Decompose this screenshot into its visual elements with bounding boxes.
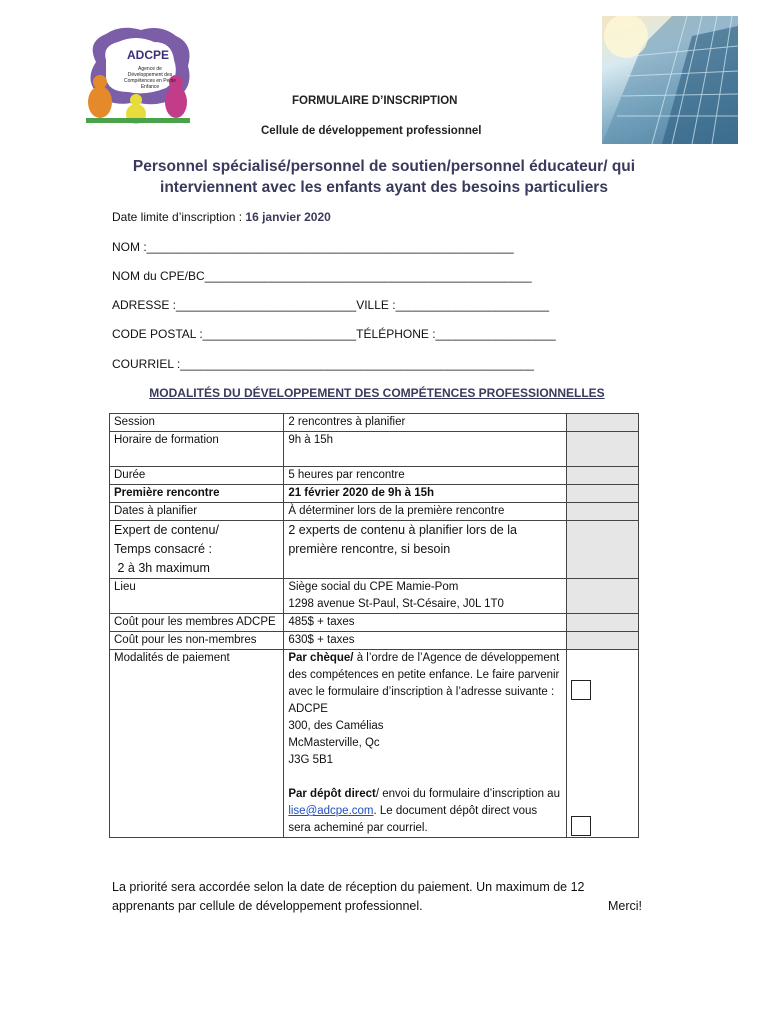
form-title: FORMULAIRE D’INSCRIPTION: [292, 95, 458, 107]
cout-membres-value: 485$ + taxes: [284, 614, 567, 632]
deadline-label: Date limite d’inscription :: [112, 210, 246, 224]
table-row: [110, 432, 639, 467]
modalites-heading: MODALITÉS DU DÉVELOPPEMENT DES COMPÉTENCES PROFESSIONNELLES: [149, 386, 605, 400]
paiement-value: [284, 650, 567, 838]
footer-text: La priorité sera accordée selon la date de réception du paiement. Un maximum de 12 apprenants par cellule de développement professionnel.: [112, 880, 585, 913]
unit-name: Cellule de développement professionnel: [261, 125, 482, 137]
cout-non-membres-value: 630$ + taxes: [284, 632, 567, 650]
dates-value: À déterminer lors de la première rencontre: [284, 503, 567, 521]
email-link[interactable]: lise@adcpe.com: [288, 805, 374, 817]
table-row: [110, 414, 639, 432]
expert-value: 2 experts de contenu à planifier lors de la première rencontre, si besoin: [284, 521, 567, 579]
depot-text: / envoi du formulaire d’inscription au: [375, 788, 560, 800]
title-line-1: Personnel spécialisé/personnel de soutien/personnel éducateur/ qui: [132, 158, 636, 175]
shaded-cell: [567, 467, 639, 485]
address-line: 300, des Camélias: [288, 720, 384, 732]
depot-checkbox[interactable]: [571, 816, 591, 836]
cheque-checkbox[interactable]: [571, 680, 591, 700]
logo-subtitle: Agence de Développement des Compétences en Petite Enfance: [124, 66, 176, 90]
session-value: 2 rencontres à planifier: [284, 414, 567, 432]
lieu-line: 1298 avenue St-Paul, St-Césaire, J0L 1T0: [288, 598, 504, 610]
nom-field[interactable]: NOM :_______________________________________________________: [112, 240, 514, 254]
table-row: [110, 650, 639, 838]
page-title: [104, 156, 664, 198]
address-line: McMasterville, Qc: [288, 737, 380, 749]
shaded-cell: [567, 579, 639, 614]
cheque-text: à l’ordre de l’Agence de développement des compétences en petite enfance. Le faire parvenir avec le formulaire d’inscription à l’adresse suivante :: [288, 652, 560, 698]
building-photo: [602, 16, 738, 144]
shaded-cell: [567, 632, 639, 650]
horaire-value: 9h à 15h: [284, 432, 567, 467]
cout-membres-label: Coût pour les membres ADCPE: [110, 614, 284, 632]
cout-non-membres-label: Coût pour les non-membres: [110, 632, 284, 650]
table-row: [110, 485, 639, 503]
table-row: [110, 521, 639, 579]
checkbox-cell: [567, 650, 639, 838]
shaded-cell: [567, 485, 639, 503]
table-row: [110, 632, 639, 650]
depot-bold: Par dépôt direct: [288, 788, 376, 800]
address-line: J3G 5B1: [288, 754, 334, 766]
adcpe-logo: [76, 22, 196, 128]
shaded-cell: [567, 432, 639, 467]
shaded-cell: [567, 614, 639, 632]
cheque-bold: Par chèque/: [288, 652, 354, 664]
deadline-value: 16 janvier 2020: [245, 210, 331, 224]
address-line: ADCPE: [288, 703, 328, 715]
premiere-label: Première rencontre: [110, 485, 284, 503]
depot-option: [288, 786, 562, 837]
table-row: [110, 467, 639, 485]
modalites-table: [109, 413, 639, 838]
merci: Merci!: [607, 899, 642, 913]
table-row: [110, 579, 639, 614]
deadline: [112, 210, 331, 224]
shaded-cell: [567, 503, 639, 521]
logo-acronym: ADCPE: [126, 48, 169, 62]
duree-value: 5 heures par rencontre: [284, 467, 567, 485]
expert-label-line: Expert de contenu/: [114, 523, 219, 537]
expert-label-line: Temps consacré :: [114, 542, 212, 556]
depot-text-2: . Le document dépôt direct vous sera acheminé par courriel.: [288, 805, 538, 834]
duree-label: Durée: [110, 467, 284, 485]
lieu-value: [284, 579, 567, 614]
dates-label: Dates à planifier: [110, 503, 284, 521]
table-row: [110, 614, 639, 632]
nom-cpe-field[interactable]: NOM du CPE/BC_________________________________________________: [112, 269, 532, 283]
shaded-cell: [567, 414, 639, 432]
code-postal-telephone-field[interactable]: CODE POSTAL :_______________________TÉLÉPHONE :__________________: [112, 327, 556, 341]
session-label: Session: [110, 414, 284, 432]
adresse-ville-field[interactable]: ADRESSE :___________________________VILLE :_______________________: [112, 298, 550, 312]
footer-note: [112, 878, 642, 916]
title-line-2: interviennent avec les enfants ayant des besoins particuliers: [160, 179, 608, 196]
lieu-label: Lieu: [110, 579, 284, 614]
lieu-line: Siège social du CPE Mamie-Pom: [288, 581, 459, 593]
courriel-field[interactable]: COURRIEL :_____________________________________________________: [112, 357, 534, 371]
horaire-label: Horaire de formation: [110, 432, 284, 467]
premiere-value: 21 février 2020 de 9h à 15h: [284, 485, 567, 503]
cheque-option: [288, 650, 562, 701]
expert-label: [110, 521, 284, 579]
expert-label-line: 2 à 3h maximum: [114, 561, 210, 575]
paiement-label: Modalités de paiement: [110, 650, 284, 838]
table-row: [110, 503, 639, 521]
shaded-cell: [567, 521, 639, 579]
